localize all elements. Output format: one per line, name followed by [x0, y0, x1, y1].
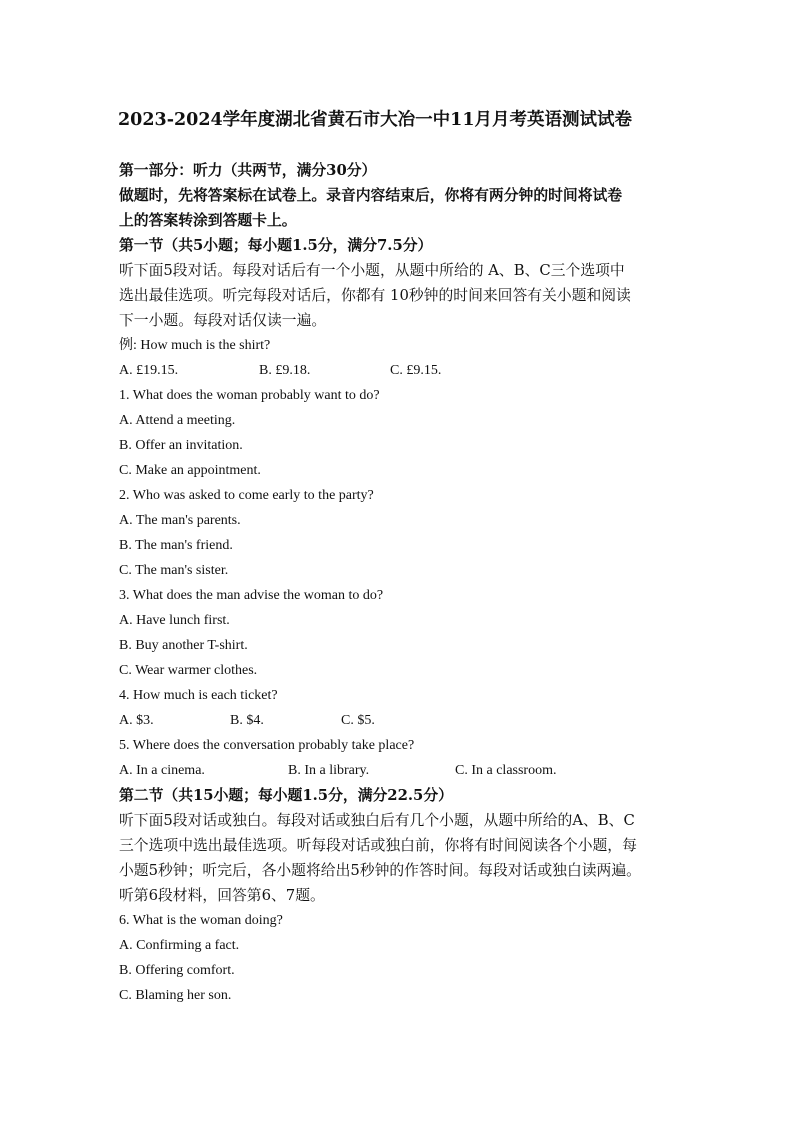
- question-3-option-c: C. Wear warmer clothes.: [119, 663, 258, 678]
- question-6-option-a: A. Confirming a fact.: [119, 938, 240, 953]
- question-5-option-a: A. In a cinema.: [119, 763, 205, 778]
- question-2-option-c: C. The man's sister.: [119, 563, 229, 578]
- part1-instruction-line-1: 做题时，先将答案标在试卷上。录音内容结束后，你将有两分钟的时间将试卷: [119, 187, 623, 204]
- question-1-option-c: C. Make an appointment.: [119, 463, 261, 478]
- question-5-option-c: C. In a classroom.: [455, 763, 557, 778]
- example-option-a: A. £19.15.: [119, 363, 179, 378]
- question-1-option-b: B. Offer an invitation.: [119, 438, 243, 453]
- question-6-option-b: B. Offering comfort.: [119, 963, 235, 978]
- question-3-option-a: A. Have lunch first.: [119, 613, 230, 628]
- question-5-options: [119, 758, 679, 783]
- question-2-option-b: B. The man's friend.: [119, 538, 233, 553]
- section2-intro-line-2: 三个选项中选出最佳选项。听每段对话或独白前，你将有时间阅读各个小题，每: [119, 837, 637, 854]
- example-option-b: B. £9.18.: [259, 363, 311, 378]
- question-2: 2. Who was asked to come early to the party?: [119, 488, 374, 503]
- example-question: 例: How much is the shirt?: [119, 338, 271, 353]
- section2-intro-line-3: 小题5秒钟；听完后，各小题将给出5秒钟的作答时间。每段对话或独白读两遍。: [119, 862, 641, 879]
- section2-intro-line-1: 听下面5段对话或独白。每段对话或独白后有几个小题，从题中所给的A、B、C: [119, 812, 635, 829]
- question-1-option-a: A. Attend a meeting.: [119, 413, 236, 428]
- question-1: 1. What does the woman probably want to do?: [119, 388, 380, 403]
- question-6-option-c: C. Blaming her son.: [119, 988, 232, 1003]
- section1-intro-line-1: 听下面5段对话。每段对话后有一个小题，从题中所给的 A、B、C三个选项中: [119, 262, 625, 279]
- exam-body: [119, 158, 679, 1008]
- question-2-option-a: A. The man's parents.: [119, 513, 241, 528]
- section1-intro-line-3: 下一小题。每段对话仅读一遍。: [119, 312, 327, 329]
- section2-intro-line-4: 听第6段材料，回答第6、7题。: [119, 887, 325, 904]
- question-5-option-b: B. In a library.: [288, 763, 370, 778]
- example-option-c: C. £9.15.: [390, 363, 442, 378]
- question-4-option-c: C. $5.: [341, 713, 375, 728]
- example-options: [119, 358, 679, 383]
- question-4: 4. How much is each ticket?: [119, 688, 278, 703]
- question-6: 6. What is the woman doing?: [119, 913, 283, 928]
- part1-instruction-line-2: 上的答案转涂到答题卡上。: [119, 212, 297, 229]
- section1-heading: 第一节（共5小题；每小题1.5分，满分7.5分）: [119, 237, 433, 254]
- part1-heading: 第一部分：听力（共两节，满分30分）: [119, 162, 377, 179]
- section2-heading: 第二节（共15小题；每小题1.5分，满分22.5分）: [119, 787, 453, 804]
- question-5: 5. Where does the conversation probably take place?: [119, 738, 415, 753]
- question-4-option-b: B. $4.: [230, 713, 264, 728]
- question-3-option-b: B. Buy another T-shirt.: [119, 638, 248, 653]
- section1-intro-line-2: 选出最佳选项。听完每段对话后，你都有 10秒钟的时间来回答有关小题和阅读: [119, 287, 631, 304]
- exam-title: 2023-2024学年度湖北省黄石市大冶一中11月月考英语测试试卷: [118, 110, 633, 130]
- question-4-options: [119, 708, 679, 733]
- question-4-option-a: A. $3.: [119, 713, 154, 728]
- question-3: 3. What does the man advise the woman to do?: [119, 588, 384, 603]
